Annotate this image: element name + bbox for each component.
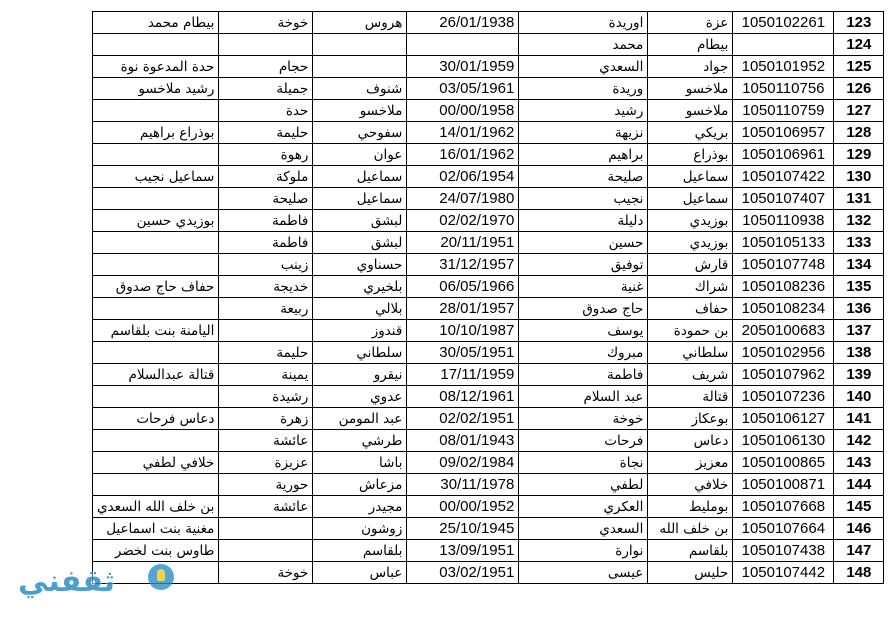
cell-birth-date: 20/11/1951 [407,232,519,254]
cell-row-number: 148 [834,562,884,584]
cell-birth-date [407,34,519,56]
cell-spouse-full-name: قتالة عبدالسلام [93,364,219,386]
table-row [93,518,884,540]
table-row [93,78,884,100]
cell-first-name: العكري [519,496,648,518]
table-row [93,408,884,430]
cell-row-number: 137 [834,320,884,342]
table-row [93,254,884,276]
cell-first-name: خوخة [519,408,648,430]
cell-row-number: 146 [834,518,884,540]
table-row [93,56,884,78]
cell-first-name: نزيهة [519,122,648,144]
cell-last-name: دعاس [648,430,733,452]
cell-mother-last-name: زوشون [313,518,407,540]
cell-first-name: السعدي [519,518,648,540]
cell-spouse-full-name: حدة المدعوة نوة [93,56,219,78]
cell-mother-first-name: رشيدة [219,386,313,408]
cell-mother-last-name: طرشي [313,430,407,452]
cell-last-name: بلقاسم [648,540,733,562]
cell-mother-last-name: نيقرو [313,364,407,386]
cell-mother-last-name [313,34,407,56]
cell-mother-first-name [219,540,313,562]
cell-id-number [733,34,834,56]
cell-row-number: 143 [834,452,884,474]
cell-birth-date: 02/06/1954 [407,166,519,188]
cell-birth-date: 16/01/1962 [407,144,519,166]
cell-mother-first-name: صليحة [219,188,313,210]
cell-row-number: 128 [834,122,884,144]
cell-mother-first-name: حجام [219,56,313,78]
cell-mother-last-name: ملاخسو [313,100,407,122]
table-row [93,540,884,562]
cell-birth-date: 09/02/1984 [407,452,519,474]
cell-first-name: عيسى [519,562,648,584]
table-row [93,188,884,210]
cell-spouse-full-name: طاوس بنت لخضر [93,540,219,562]
cell-spouse-full-name [93,474,219,496]
cell-last-name: بن حمودة [648,320,733,342]
cell-first-name: صليحة [519,166,648,188]
cell-spouse-full-name [93,100,219,122]
table-row [93,210,884,232]
cell-first-name: غنية [519,276,648,298]
cell-id-number: 1050105133 [733,232,834,254]
cell-mother-first-name: عائشة [219,430,313,452]
cell-id-number: 1050102956 [733,342,834,364]
cell-last-name: بيطام [648,34,733,56]
cell-id-number: 1050110759 [733,100,834,122]
cell-mother-first-name: حليمة [219,122,313,144]
cell-mother-last-name: شنوف [313,78,407,100]
cell-mother-first-name: ربيعة [219,298,313,320]
cell-spouse-full-name [93,430,219,452]
cell-last-name: بريكي [648,122,733,144]
cell-row-number: 141 [834,408,884,430]
table-row [93,100,884,122]
cell-row-number: 134 [834,254,884,276]
cell-last-name: قارش [648,254,733,276]
cell-birth-date: 25/10/1945 [407,518,519,540]
cell-birth-date: 24/07/1980 [407,188,519,210]
table-row [93,430,884,452]
cell-birth-date: 17/11/1959 [407,364,519,386]
table-body [93,12,884,584]
cell-row-number: 145 [834,496,884,518]
cell-spouse-full-name: بوذراع براهيم [93,122,219,144]
cell-last-name: حفاف [648,298,733,320]
cell-spouse-full-name [93,254,219,276]
cell-id-number: 1050106130 [733,430,834,452]
cell-id-number: 1050100865 [733,452,834,474]
cell-birth-date: 03/05/1961 [407,78,519,100]
cell-first-name: محمد [519,34,648,56]
table-row [93,34,884,56]
cell-first-name: نجاة [519,452,648,474]
cell-spouse-full-name: اليامنة بنت بلقاسم [93,320,219,342]
cell-mother-first-name: حورية [219,474,313,496]
cell-id-number: 1050101952 [733,56,834,78]
cell-birth-date: 30/11/1978 [407,474,519,496]
cell-last-name: بوذراع [648,144,733,166]
cell-mother-last-name: لبشق [313,210,407,232]
cell-id-number: 1050100871 [733,474,834,496]
cell-mother-last-name: سفوحي [313,122,407,144]
cell-birth-date: 08/01/1943 [407,430,519,452]
cell-mother-last-name: بلقاسم [313,540,407,562]
cell-first-name: رشيد [519,100,648,122]
table-row [93,298,884,320]
cell-mother-first-name [219,518,313,540]
cell-id-number: 1050106127 [733,408,834,430]
cell-mother-first-name: ملوكة [219,166,313,188]
cell-row-number: 147 [834,540,884,562]
cell-first-name: نوارة [519,540,648,562]
table-row [93,562,884,584]
cell-mother-last-name: عباس [313,562,407,584]
cell-mother-last-name: حسناوي [313,254,407,276]
cell-mother-first-name [219,34,313,56]
cell-mother-first-name: حليمة [219,342,313,364]
cell-row-number: 138 [834,342,884,364]
cell-birth-date: 03/02/1951 [407,562,519,584]
cell-row-number: 130 [834,166,884,188]
table-row [93,232,884,254]
cell-first-name: يوسف [519,320,648,342]
cell-last-name: عزة [648,12,733,34]
cell-mother-first-name: خوخة [219,562,313,584]
cell-row-number: 131 [834,188,884,210]
cell-row-number: 142 [834,430,884,452]
cell-spouse-full-name [93,298,219,320]
cell-mother-first-name: خديجة [219,276,313,298]
cell-last-name: بوزيدي [648,210,733,232]
cell-mother-last-name: قندوز [313,320,407,342]
cell-mother-first-name: خوخة [219,12,313,34]
cell-spouse-full-name: رشيد ملاخسو [93,78,219,100]
cell-birth-date: 13/09/1951 [407,540,519,562]
cell-id-number: 1050107422 [733,166,834,188]
cell-last-name: جواد [648,56,733,78]
cell-birth-date: 28/01/1957 [407,298,519,320]
cell-spouse-full-name: بوزيدي حسين [93,210,219,232]
cell-last-name: سماعيل [648,188,733,210]
cell-spouse-full-name [93,144,219,166]
cell-mother-first-name: جميلة [219,78,313,100]
cell-spouse-full-name [93,386,219,408]
cell-row-number: 135 [834,276,884,298]
cell-last-name: بومليط [648,496,733,518]
cell-birth-date: 26/01/1938 [407,12,519,34]
cell-mother-first-name: يمينة [219,364,313,386]
cell-birth-date: 10/10/1987 [407,320,519,342]
cell-mother-first-name: رهوة [219,144,313,166]
table-row [93,452,884,474]
cell-row-number: 140 [834,386,884,408]
cell-row-number: 125 [834,56,884,78]
watermark-text: ثقفني [18,564,116,599]
cell-birth-date: 30/05/1951 [407,342,519,364]
cell-birth-date: 08/12/1961 [407,386,519,408]
cell-last-name: حليس [648,562,733,584]
cell-id-number: 1050110756 [733,78,834,100]
cell-mother-first-name: زينب [219,254,313,276]
cell-spouse-full-name: دعاس فرحات [93,408,219,430]
cell-first-name: براهيم [519,144,648,166]
cell-last-name: بوعكاز [648,408,733,430]
cell-mother-first-name: عائشة [219,496,313,518]
cell-spouse-full-name [93,188,219,210]
cell-mother-last-name: سلطاني [313,342,407,364]
cell-id-number: 1050107664 [733,518,834,540]
watermark-logo [10,556,150,614]
cell-mother-last-name: عوان [313,144,407,166]
cell-first-name: وريدة [519,78,648,100]
cell-mother-first-name: عزيزة [219,452,313,474]
cell-id-number: 1050107236 [733,386,834,408]
table-row [93,386,884,408]
cell-last-name: سماعيل [648,166,733,188]
cell-last-name: ملاخسو [648,78,733,100]
cell-id-number: 1050107962 [733,364,834,386]
cell-spouse-full-name: بن خلف الله السعدي [93,496,219,518]
cell-first-name: عبد السلام [519,386,648,408]
records-table [92,11,884,584]
cell-last-name: معزيز [648,452,733,474]
cell-mother-first-name: حدة [219,100,313,122]
cell-mother-last-name: باشا [313,452,407,474]
cell-row-number: 124 [834,34,884,56]
cell-spouse-full-name [93,34,219,56]
cell-mother-last-name: لبشق [313,232,407,254]
cell-mother-last-name: بلالي [313,298,407,320]
cell-last-name: ملاخسو [648,100,733,122]
cell-last-name: بن خلف الله [648,518,733,540]
cell-last-name: شريف [648,364,733,386]
lightbulb-icon [148,564,174,590]
cell-row-number: 139 [834,364,884,386]
cell-birth-date: 00/00/1952 [407,496,519,518]
cell-spouse-full-name: حفاف حاج صدوق [93,276,219,298]
cell-first-name: نجيب [519,188,648,210]
cell-first-name: فاطمة [519,364,648,386]
cell-mother-last-name: هروس [313,12,407,34]
cell-row-number: 136 [834,298,884,320]
cell-birth-date: 06/05/1966 [407,276,519,298]
cell-id-number: 1050102261 [733,12,834,34]
cell-last-name: قتالة [648,386,733,408]
cell-last-name: شراك [648,276,733,298]
cell-row-number: 123 [834,12,884,34]
cell-birth-date: 02/02/1970 [407,210,519,232]
cell-row-number: 144 [834,474,884,496]
cell-row-number: 132 [834,210,884,232]
cell-first-name: فرحات [519,430,648,452]
cell-id-number: 1050106957 [733,122,834,144]
cell-mother-first-name: زهرة [219,408,313,430]
cell-mother-first-name: فاطمة [219,232,313,254]
cell-mother-last-name: سماعيل [313,188,407,210]
cell-first-name: اوريدة [519,12,648,34]
cell-id-number: 1050107442 [733,562,834,584]
cell-spouse-full-name: مغنية بنت اسماعيل [93,518,219,540]
table-row [93,474,884,496]
cell-first-name: لطفي [519,474,648,496]
cell-row-number: 129 [834,144,884,166]
cell-first-name: حاج صدوق [519,298,648,320]
table-row [93,320,884,342]
cell-id-number: 1050107407 [733,188,834,210]
table-row [93,12,884,34]
table-row [93,144,884,166]
cell-id-number: 2050100683 [733,320,834,342]
cell-spouse-full-name: خلافي لطفي [93,452,219,474]
table-row [93,342,884,364]
cell-id-number: 1050108236 [733,276,834,298]
cell-id-number: 1050107438 [733,540,834,562]
cell-birth-date: 00/00/1958 [407,100,519,122]
cell-id-number: 1050107748 [733,254,834,276]
table-row [93,276,884,298]
cell-first-name: توفيق [519,254,648,276]
cell-row-number: 127 [834,100,884,122]
cell-last-name: خلافي [648,474,733,496]
cell-row-number: 133 [834,232,884,254]
cell-mother-first-name: فاطمة [219,210,313,232]
cell-spouse-full-name: بيطام محمد [93,12,219,34]
cell-mother-last-name: بلخيري [313,276,407,298]
table-row [93,122,884,144]
cell-first-name: السعدي [519,56,648,78]
cell-id-number: 1050106961 [733,144,834,166]
cell-birth-date: 30/01/1959 [407,56,519,78]
cell-spouse-full-name [93,232,219,254]
cell-mother-first-name [219,320,313,342]
cell-spouse-full-name [93,342,219,364]
cell-mother-last-name: عبد المومن [313,408,407,430]
table-row [93,166,884,188]
cell-spouse-full-name: سماعيل نجيب [93,166,219,188]
table-row [93,496,884,518]
cell-mother-last-name: عدوي [313,386,407,408]
table-row [93,364,884,386]
cell-id-number: 1050110938 [733,210,834,232]
cell-birth-date: 14/01/1962 [407,122,519,144]
cell-first-name: مبروك [519,342,648,364]
cell-first-name: حسين [519,232,648,254]
cell-mother-last-name: مجيدر [313,496,407,518]
cell-last-name: بوزيدي [648,232,733,254]
cell-row-number: 126 [834,78,884,100]
cell-birth-date: 02/02/1951 [407,408,519,430]
cell-mother-last-name: سماعيل [313,166,407,188]
cell-id-number: 1050107668 [733,496,834,518]
cell-last-name: سلطاني [648,342,733,364]
cell-birth-date: 31/12/1957 [407,254,519,276]
cell-mother-last-name: مزعاش [313,474,407,496]
cell-mother-last-name [313,56,407,78]
cell-first-name: دليلة [519,210,648,232]
cell-id-number: 1050108234 [733,298,834,320]
